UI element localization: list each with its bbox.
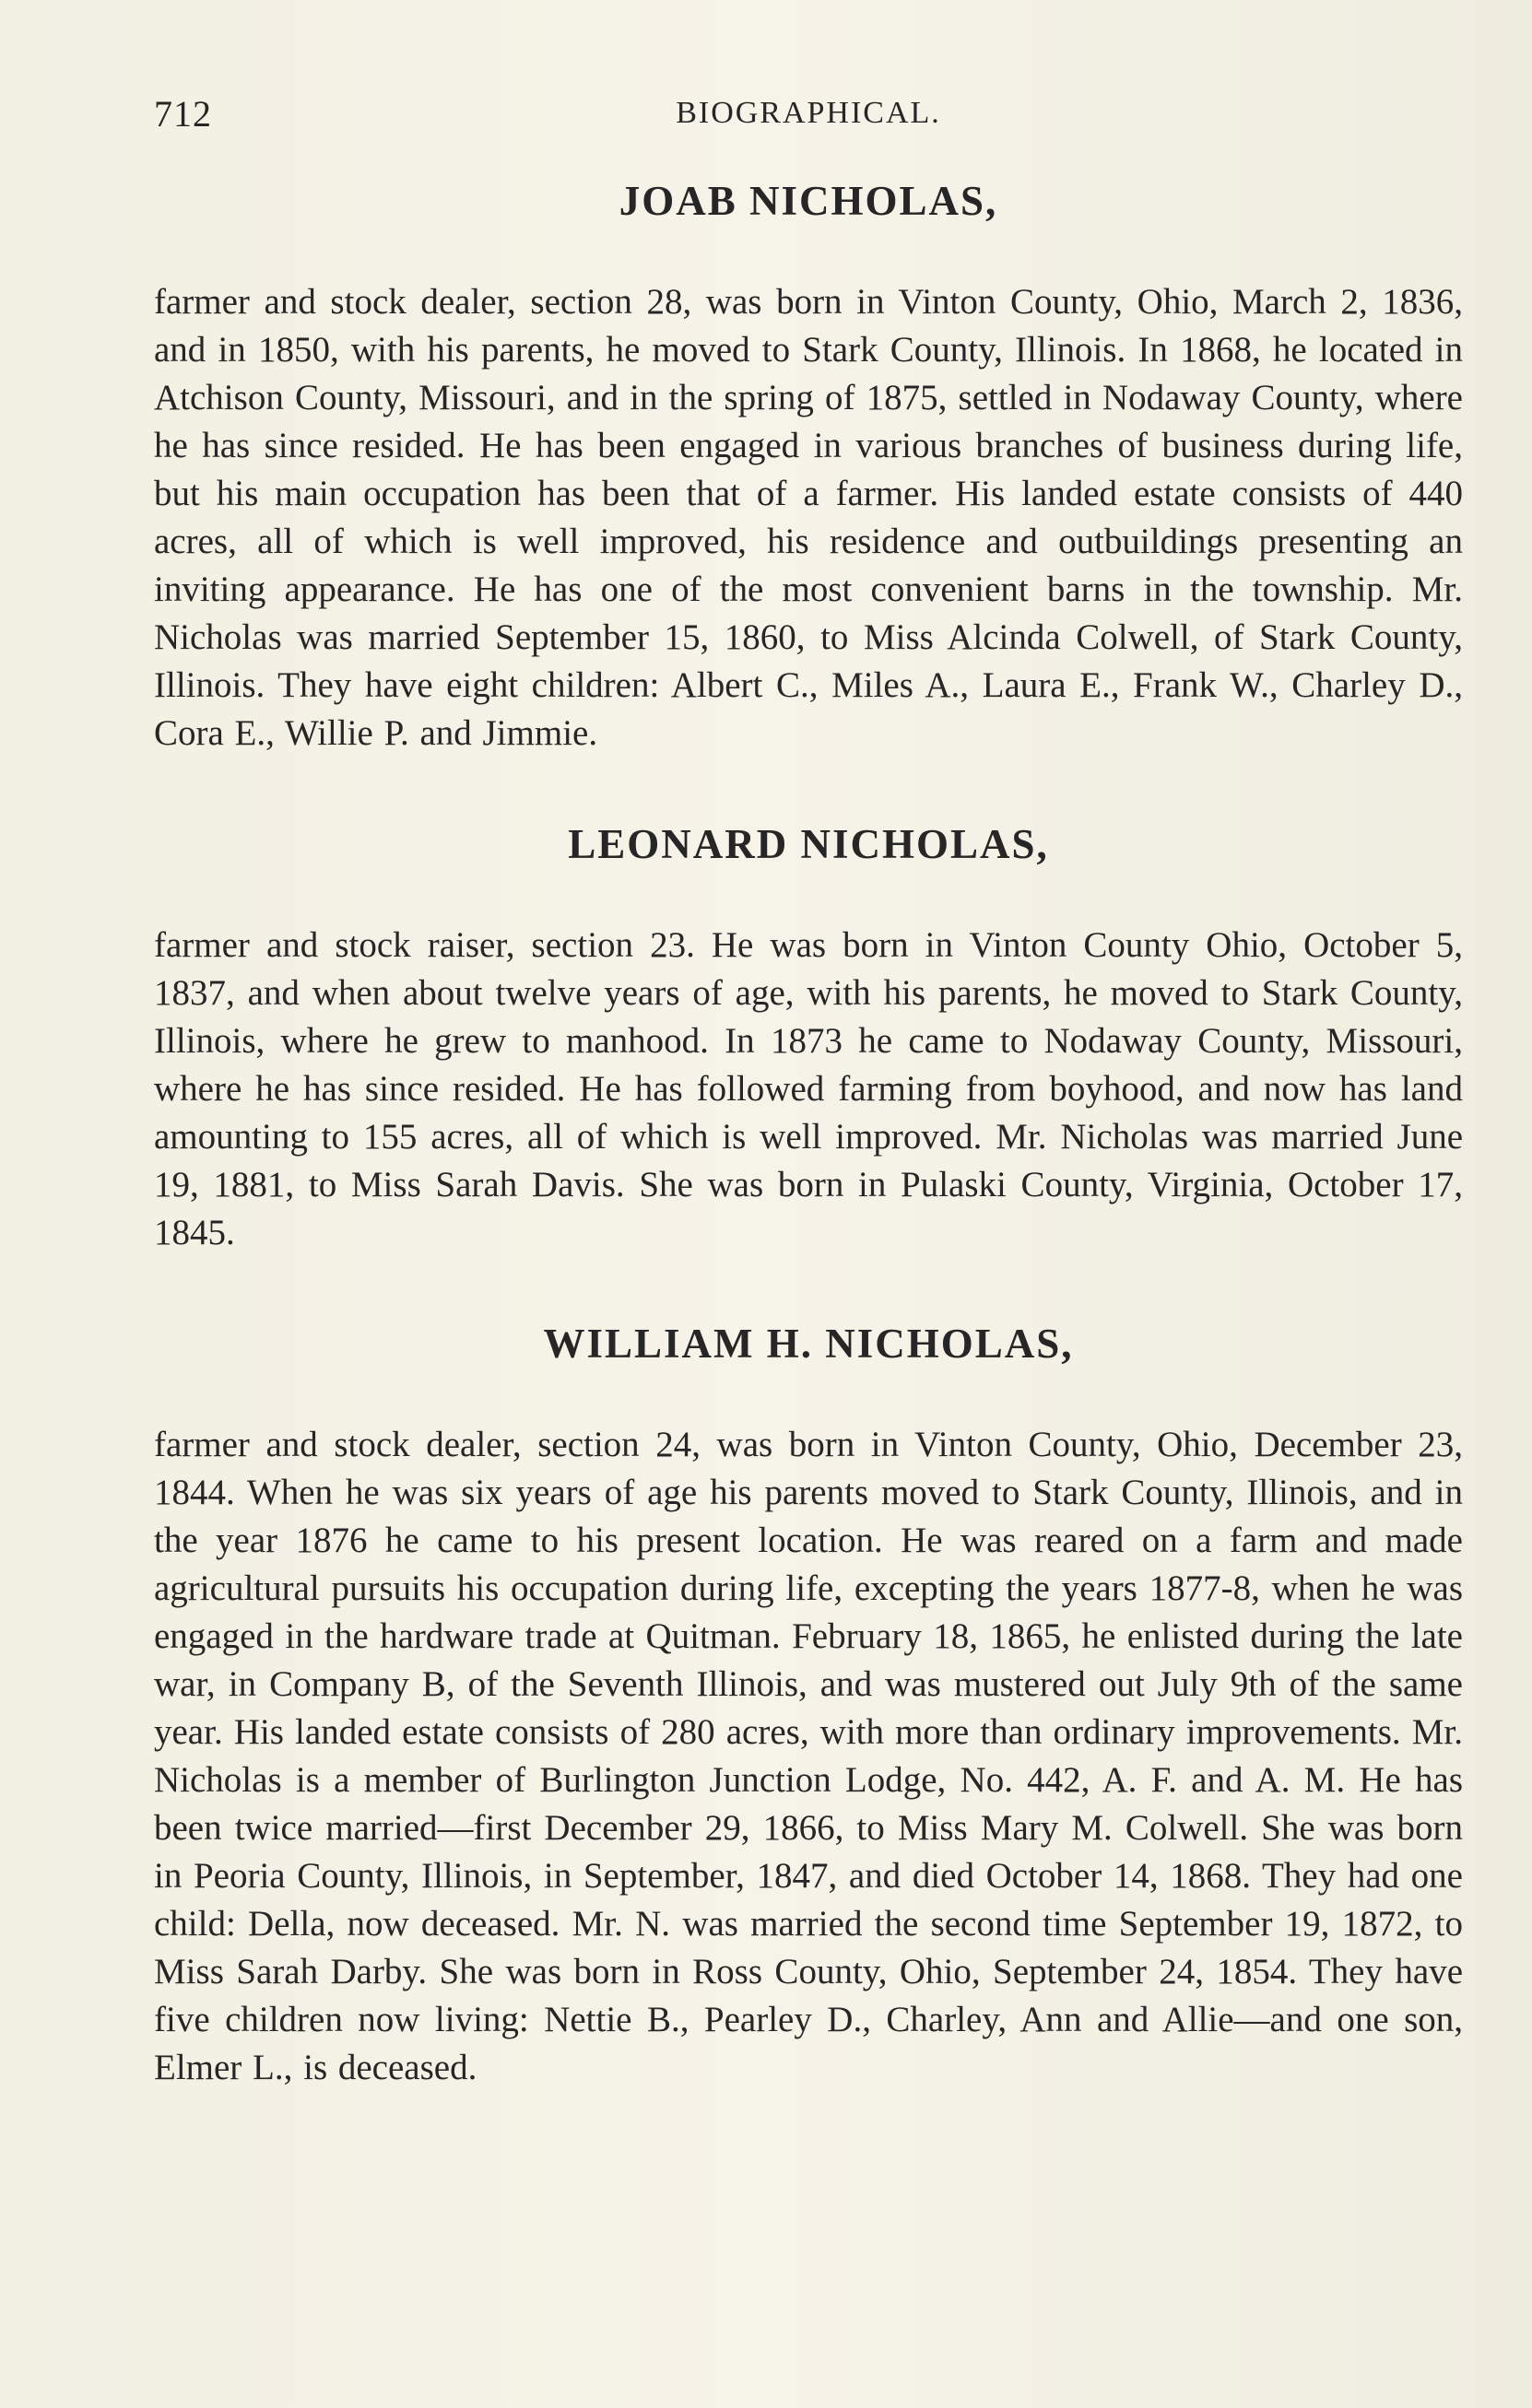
page-number: 712 (154, 93, 212, 135)
entry-body: farmer and stock dealer, section 24, was born in Vinton County, Ohio, December 23, 1844. When he was six years of age his parents moved to Stark County, Illinois, and in the year 1876 he came to his present location. He was reared on a farm and made agricultural pursuits his occupation during life, excepting the years 1877-8, when he was engaged in the hardware trade at Quitman. February 18, 1865, he enlisted during the late war, in Company B, of the Seventh Illinois, and was mustered out July 9th of the same year. His landed estate consists of 280 acres, with more than ordinary improvements. Mr. Nicholas is a member of Burlington Junction Lodge, No. 442, A. F. and A. M. He has been twice married—first December 29, 1866, to Miss Mary M. Colwell. She was born in Peoria County, Illinois, in September, 1847, and died October 14, 1868. They had one child: Della, now deceased. Mr. N. was married the second time September 19, 1872, to Miss Sarah Darby. She was born in Ross County, Ohio, September 24, 1854. They have five children now living: Nettie B., Pearley D., Charley, Ann and Allie—and one son, Elmer L., is deceased. (154, 1425, 1463, 2087)
biography-entry (154, 173, 1463, 758)
page-header (154, 92, 1500, 147)
entry-name: LEONARD NICHOLAS, (568, 821, 1049, 867)
biography-entries (154, 173, 1463, 2092)
running-title: BIOGRAPHICAL. (676, 96, 941, 130)
biography-entry (154, 816, 1463, 1257)
biography-entry (154, 1316, 1463, 2092)
entry-name: JOAB NICHOLAS, (619, 178, 998, 224)
entry-body: farmer and stock raiser, section 23. He was born in Vinton County Ohio, October 5, 1837, and when about twelve years of age, with his parents, he moved to Stark County, Illinois, where he grew to manhood. In 1873 he came to Nodaway County, Missouri, where he has since resided. He has followed farming from boyhood, and now has land amounting to 155 acres, all of which is well improved. Mr. Nicholas was married June 19, 1881, to Miss Sarah Davis. She was born in Pulaski County, Virginia, October 17, 1845. (154, 925, 1463, 1252)
entry-body: farmer and stock dealer, section 28, was born in Vinton County, Ohio, March 2, 1836, and in 1850, with his parents, he moved to Stark County, Illinois. In 1868, he located in Atchison County, Missouri, and in the spring of 1875, settled in Nodaway County, where he has since resided. He has been engaged in various branches of business during life, but his main occupation has been that of a farmer. His landed estate consists of 440 acres, all of which is well improved, his residence and outbuildings presenting an inviting appearance. He has one of the most convenient barns in the township. Mr. Nicholas was married September 15, 1860, to Miss Alcinda Colwell, of Stark County, Illinois. They have eight children: Albert C., Miles A., Laura E., Frank W., Charley D., Cora E., Willie P. and Jimmie. (154, 282, 1463, 753)
entry-name: WILLIAM H. NICHOLAS, (543, 1321, 1074, 1367)
